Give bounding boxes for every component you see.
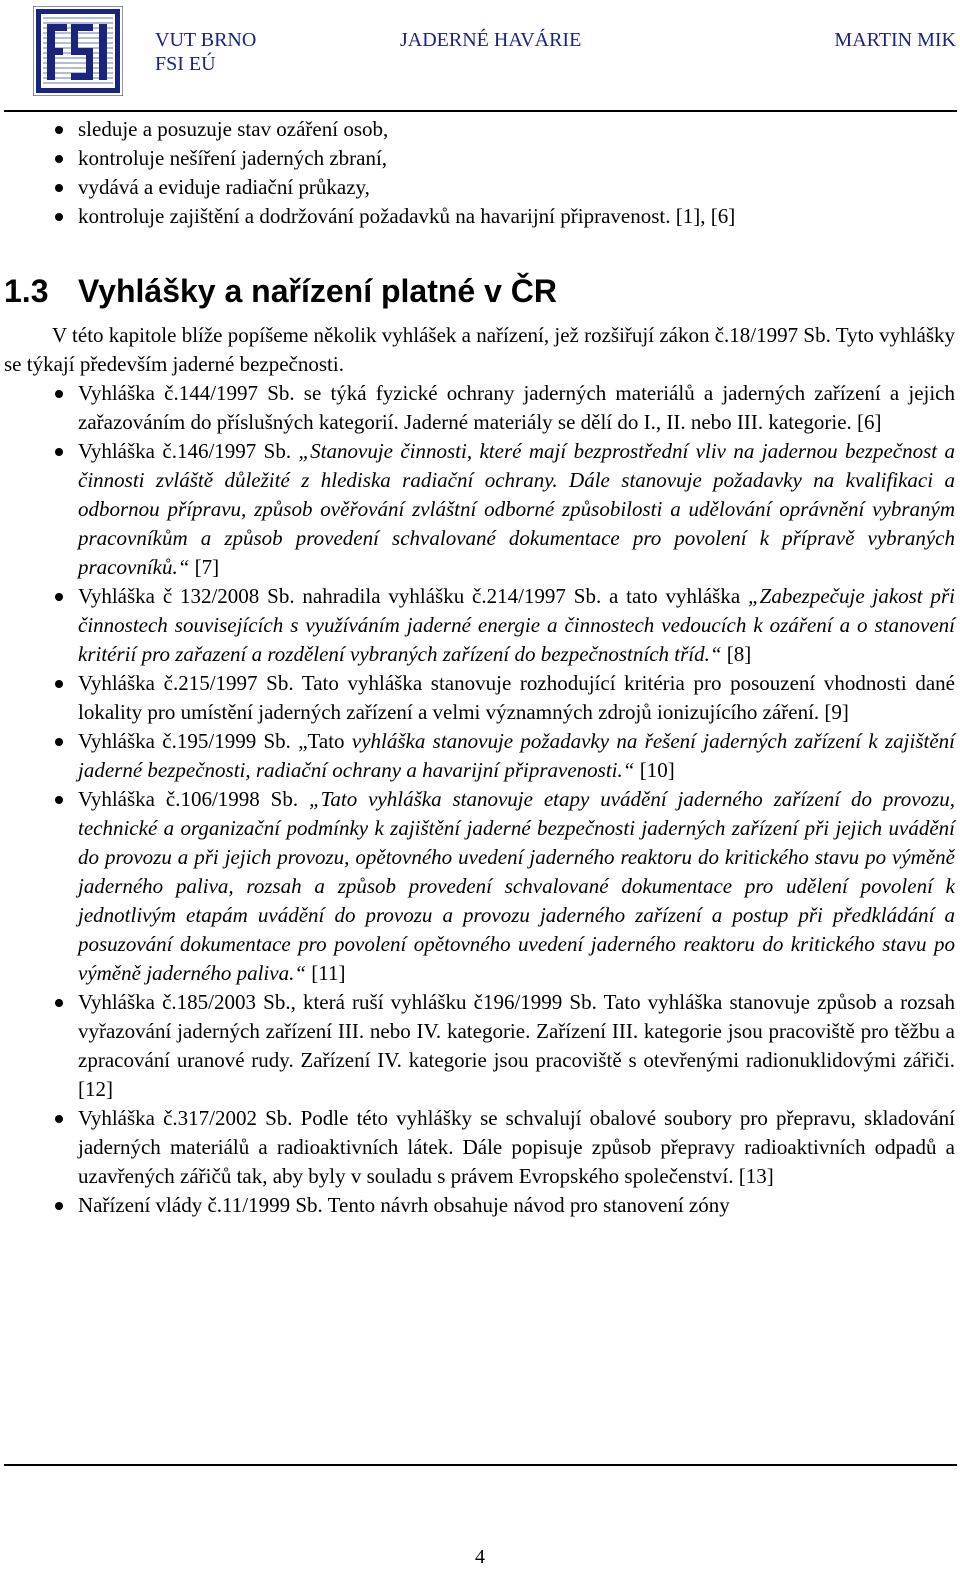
item-text: Tato vyhláška stanovuje rozhodující kritéria pro posouzení vhodnosti dané lokality pro umístění jaderných zařízení a velmi významných zdrojů ionizujícího záření. [9]: [78, 671, 955, 724]
header-title: JADERNÉ HAVÁRIE: [400, 29, 582, 51]
list-item-text: vydává a eviduje radiační průkazy,: [78, 175, 370, 199]
item-lead: Vyhláška č 132/2008 Sb. nahradila vyhlášku č.214/1997 Sb. a tato vyhláška: [78, 584, 748, 608]
header-divider: [4, 110, 957, 112]
item-quote: vyhláška stanovuje požadavky na řešení jaderných zařízení k zajištění jaderné bezpečnosti, radiační ochrany a havarijní připravenosti.“: [78, 729, 955, 782]
top-bullet-list: [0, 115, 960, 231]
item-lead: Vyhláška č.215/1997 Sb.: [78, 671, 294, 695]
item-text: se týká fyzické ochrany jaderných materiálů a jaderných zařízení a jejich zařazováním do příslušných kategorií. Jaderné materiály se dělí do I., II. nebo III. kategorie. [6]: [78, 381, 955, 434]
item-ref: [10]: [634, 758, 675, 782]
item-lead: Vyhláška č.144/1997 Sb.: [78, 381, 295, 405]
list-item: [0, 669, 960, 727]
item-lead: Vyhláška č.185/2003 Sb.: [78, 990, 291, 1014]
item-ref: [11]: [306, 961, 346, 985]
list-item: [0, 1191, 960, 1220]
item-text: Podle této vyhlášky se schvalují obalové soubory pro přepravu, skladování jaderných materiálů a radioaktivních látek. Dále popisuje způsob přepravy radioaktivních odpadů a uzavřených zářičů tak, aby byly v souladu s právem Evropského společenství. [13]: [78, 1106, 955, 1188]
list-item-text: kontroluje zajištění a dodržování požadavků na havarijní připravenost. [1], [6]: [78, 204, 736, 228]
page-content: [0, 115, 960, 1220]
list-item: [0, 582, 960, 669]
bullet-icon: [55, 738, 63, 746]
section-heading: [4, 271, 960, 311]
section-intro: V této kapitole blíže popíšeme několik vyhlášek a nařízení, jež rozšiřují zákon č.18/1997 Sb. Tyto vyhlášky se týkají především jaderné bezpečnosti.: [4, 323, 955, 376]
item-quote: „Zabezpečuje jakost při činnostech souvisejících s využíváním jaderné energie a činnostech vedoucích k ozáření a o stanovení kritérií pro zařazení a rozdělení vybraných zařízení do bezpečnostních tříd.“: [78, 584, 955, 666]
bullet-icon: [55, 796, 63, 804]
item-text: Tento návrh obsahuje návod pro stanovení zóny: [322, 1193, 730, 1217]
header-org-line1: VUT BRNO: [155, 29, 257, 51]
item-lead: Vyhláška č.106/1998 Sb.: [78, 787, 309, 811]
bullet-icon: [55, 155, 63, 163]
list-item: [0, 727, 960, 785]
header-org-line2: FSI EÚ: [155, 53, 216, 75]
fsi-logo-icon: [33, 6, 123, 96]
bullet-icon: [55, 184, 63, 192]
bullet-icon: [55, 126, 63, 134]
footer-divider: [4, 1464, 957, 1466]
bullet-icon: [55, 999, 63, 1007]
item-quote: „Stanovuje činnosti, které mají bezprostřední vliv na jadernou bezpečnost a činnosti zvláště důležité z hlediska radiační ochrany. Dále stanovuje požadavky na kvalifikaci a odbornou přípravu, způsob ověřování zvláštní odborné způsobilosti a udělování oprávnění vybraným pracovníkům a způsob provedení schvalované dokumentace pro povolení k přípravě vybraných pracovníků.“: [78, 439, 955, 579]
header-organization: [155, 28, 256, 76]
list-item-text: kontroluje nešíření jaderných zbraní,: [78, 146, 388, 170]
item-lead: Nařízení vlády č.11/1999 Sb.: [78, 1193, 323, 1217]
list-item: [0, 144, 960, 173]
item-lead: Vyhláška č.195/1999 Sb. „Tato: [78, 729, 352, 753]
item-lead: Vyhláška č.146/1997 Sb.: [78, 439, 299, 463]
list-item: [0, 202, 960, 231]
bullet-icon: [55, 1202, 63, 1210]
bullet-icon: [55, 680, 63, 688]
page-number: 4: [475, 1546, 485, 1568]
list-item: [0, 785, 960, 988]
bullet-icon: [55, 390, 63, 398]
bullet-icon: [55, 1115, 63, 1123]
item-ref: [7]: [189, 555, 220, 579]
bullet-icon: [55, 448, 63, 456]
section-number: 1.3: [4, 273, 49, 309]
list-item: [0, 988, 960, 1104]
list-item: [0, 173, 960, 202]
list-item-text: sleduje a posuzuje stav ozáření osob,: [78, 117, 389, 141]
item-text: , která ruší vyhlášku č196/1999 Sb. Tato vyhláška stanovuje způsob a rozsah vyřazování jaderných zařízení III. nebo IV. kategorie. Zařízení III. kategorie jsou pracoviště pro těžbu a zpracování uranové rudy. Zařízení IV. kategorie jsou pracoviště s otevřenými radionuklidovými zářiči. [12]: [78, 990, 955, 1101]
item-quote-continued: rozsah a způsob provedení schvalované dokumentace pro udělení povolení k jednotlivým etapám uvádění do provozu a provozu jaderného zařízení a postup při předkládání a posuzování dokumentace pro povolení opětovného uvedení jaderného reaktoru do kritického stavu po výměně jaderného paliva.“: [78, 874, 955, 985]
bullet-icon: [55, 213, 63, 221]
item-ref: [8]: [721, 642, 752, 666]
header-author: MARTIN MIK: [834, 29, 956, 51]
item-lead: Vyhláška č.317/2002 Sb.: [78, 1106, 293, 1130]
list-item: [0, 115, 960, 144]
section-title: Vyhlášky a nařízení platné v ČR: [78, 273, 557, 309]
page-header: [0, 0, 960, 112]
item-quote: „Tato vyhláška stanovuje etapy uvádění jaderného zařízení do provozu, technické a organizační podmínky k zajištění jaderné bezpečnosti jaderných zařízení při jejich uvádění do provozu a při jejich provozu, opětovného uvedení jaderného reaktoru do kritického stavu po výměně jaderného paliva,: [78, 787, 955, 898]
regulation-list: [0, 379, 960, 1220]
list-item: [0, 1104, 960, 1191]
bullet-icon: [55, 593, 63, 601]
list-item: [0, 437, 960, 582]
list-item: [0, 379, 960, 437]
